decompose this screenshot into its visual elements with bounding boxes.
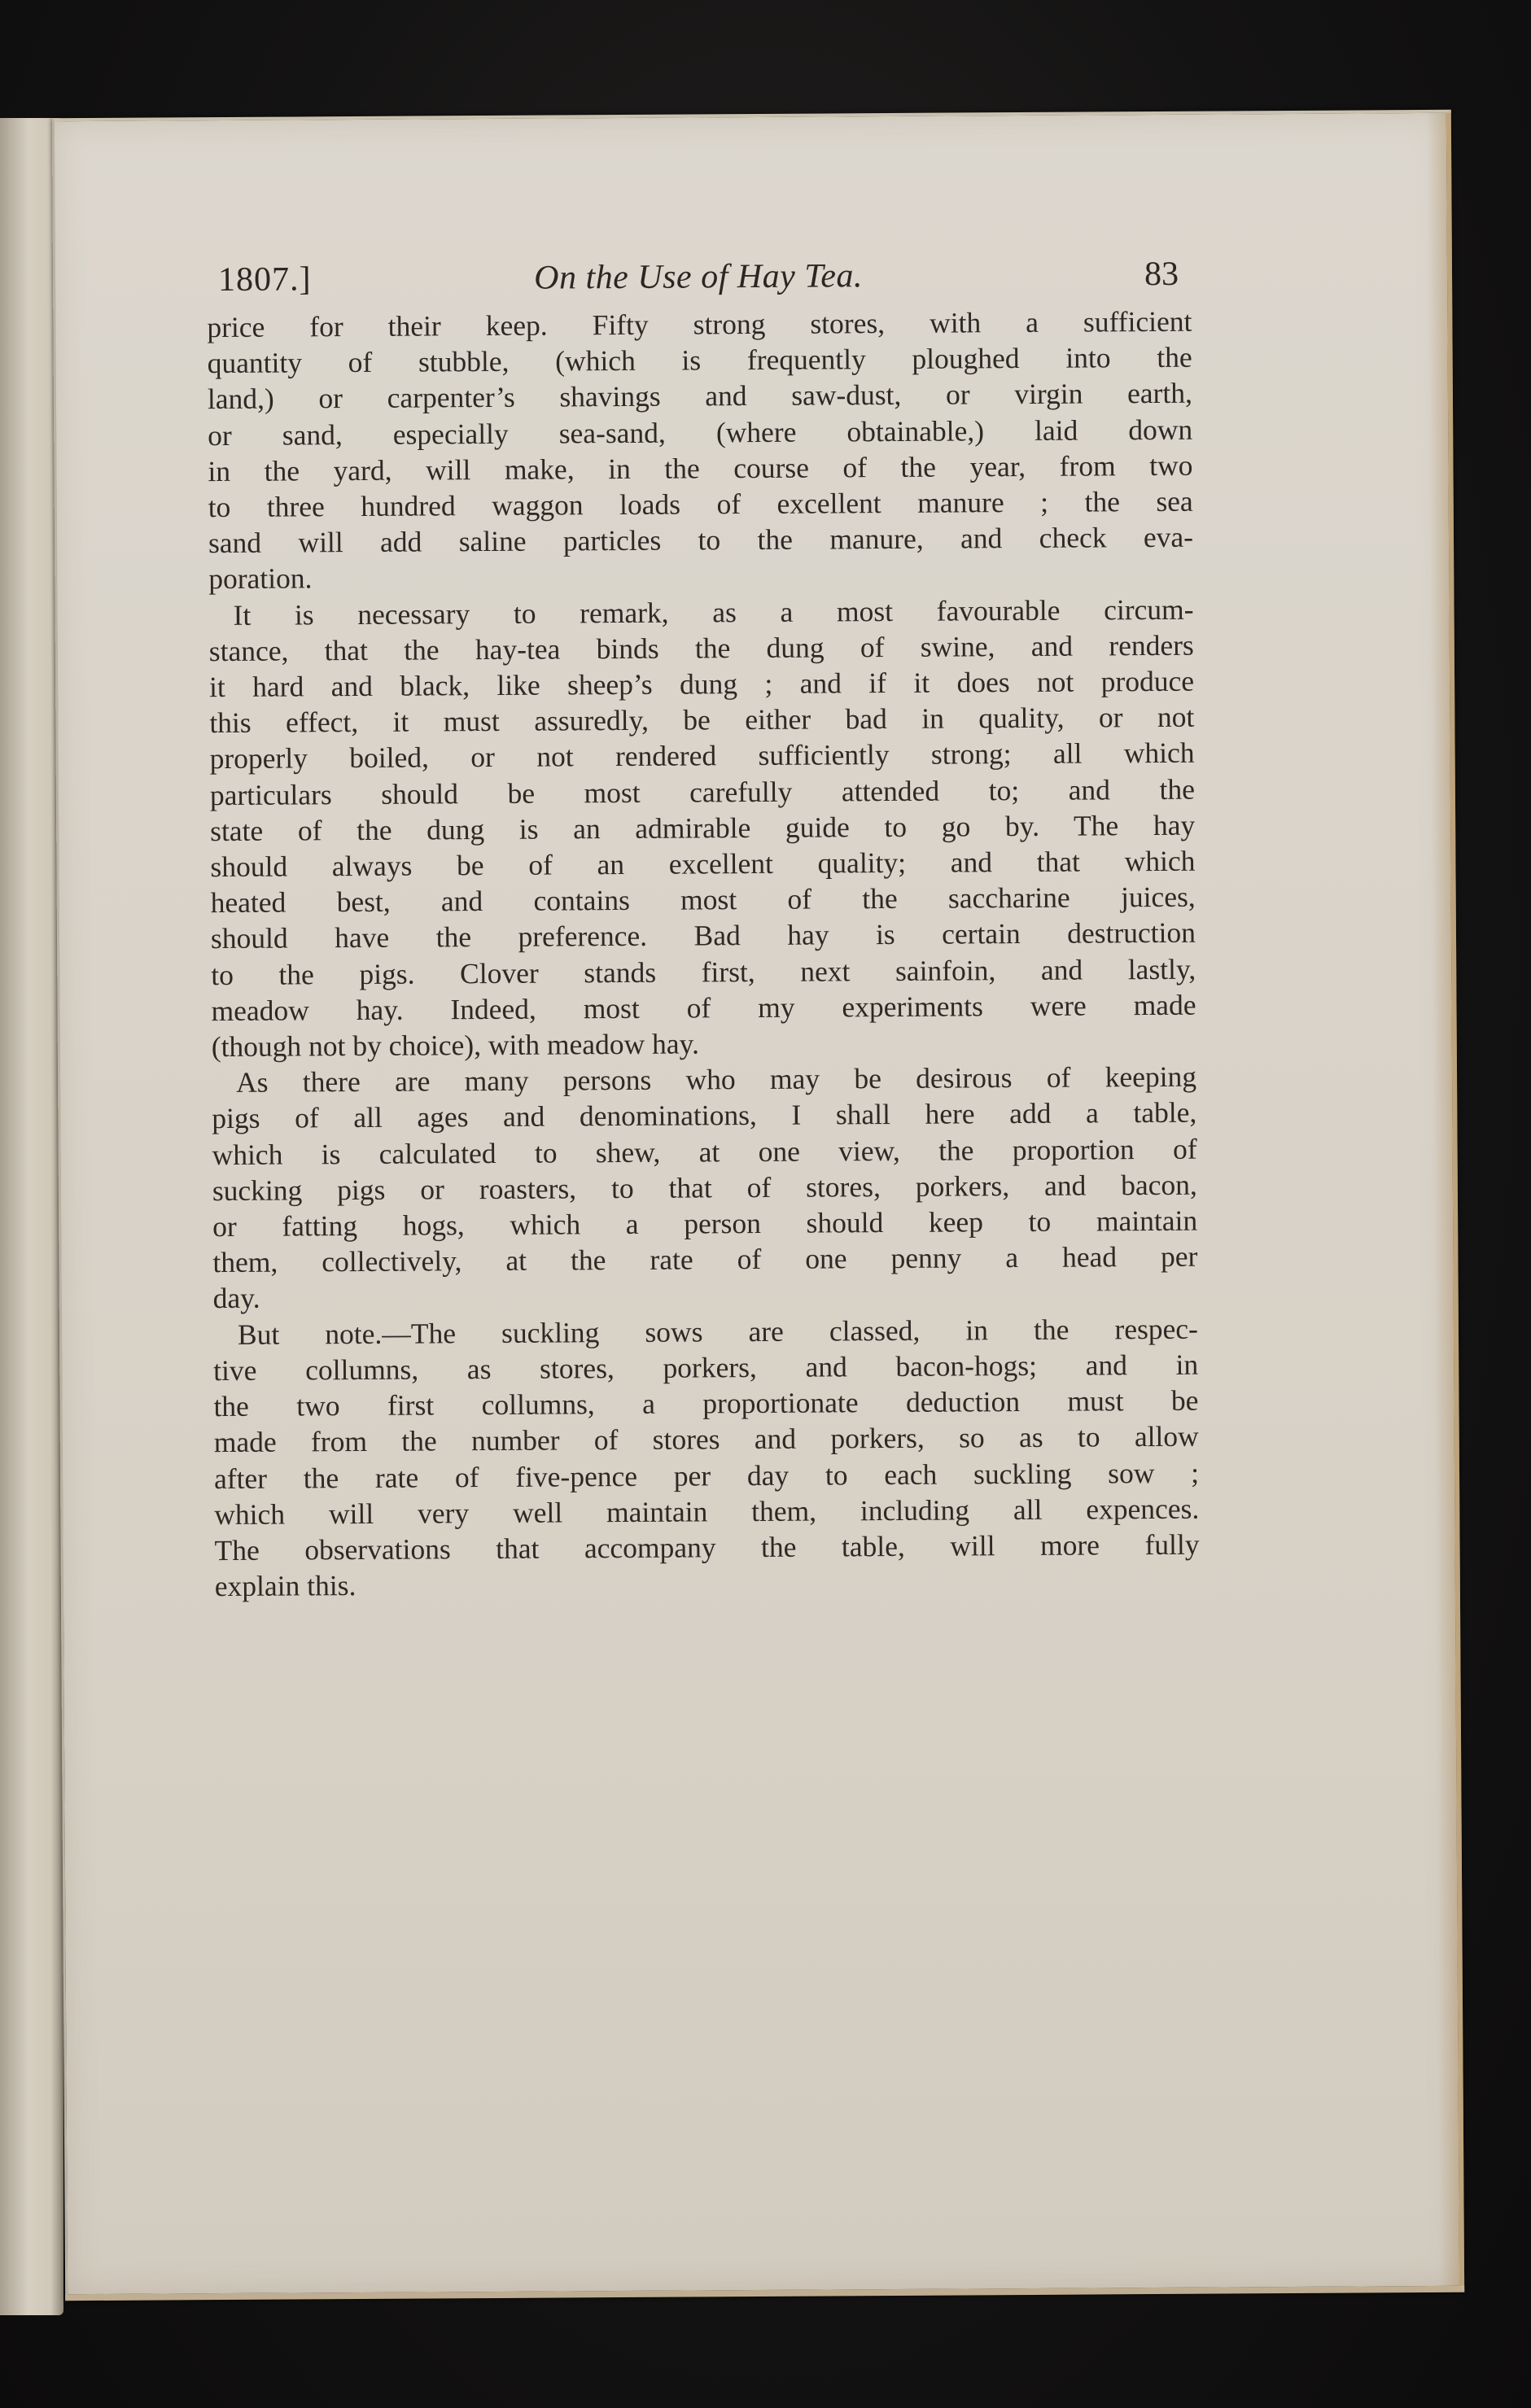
text-line: It is necessary to remark, as a most favourable circum- [233, 592, 1194, 631]
running-head-title: On the Use of Hay Tea. [534, 257, 864, 297]
text-line: state of the dung is an admirable guide to go by. The hay [210, 808, 1196, 847]
text-line: to the pigs. Clover stands first, next sainfoin, and lastly, [211, 952, 1196, 991]
text-line: quantity of stubble, (which is frequently ploughed into the [207, 340, 1192, 380]
text-line: after the rate of five-pence per day to each suckling sow ; [213, 1456, 1200, 1495]
text-line: stance, that the hay-tea binds the dung of swine, and renders [208, 628, 1194, 667]
text-line: which is calculated to shew, at one view, the proportion of [212, 1132, 1197, 1171]
text-line: in the yard, will make, in the course of the year, from two [208, 448, 1193, 487]
body-text [207, 304, 1200, 1605]
text-line: meadow hay. Indeed, most of my experiments were made [211, 988, 1196, 1027]
text-line: the two first collumns, a proportionate deduction must be [213, 1383, 1199, 1423]
text-line: should always be of an excellent quality; and that which [210, 844, 1196, 884]
paragraph-1 [207, 304, 1193, 597]
running-head-year: 1807.] [217, 260, 312, 299]
text-line: to three hundred waggon loads of excellent manure ; the sea [208, 484, 1193, 524]
text-line: or sand, especially sea-sand, (where obtainable,) laid down [208, 413, 1193, 452]
text-line: The observations that accompany the table, will more fully [214, 1527, 1200, 1567]
text-line: made from the number of stores and porkers, so as to allow [213, 1419, 1199, 1459]
text-line: particulars should be most carefully attended to; and the [209, 772, 1196, 811]
running-head [218, 255, 1179, 309]
text-line: which will very well maintain them, including all expences. [214, 1492, 1200, 1531]
book-page [52, 110, 1464, 2301]
paragraph-2 [208, 591, 1196, 1064]
page-number: 83 [1144, 255, 1179, 294]
text-line: heated best, and contains most of the saccharine juices, [210, 880, 1196, 920]
text-line: them, collectively, at the rate of one penny a head per [212, 1239, 1198, 1279]
paragraph-3 [212, 1059, 1198, 1317]
paragraph-4 [213, 1310, 1200, 1604]
text-line: land,) or carpenter’s shavings and saw-dust, or virgin earth, [207, 377, 1193, 416]
text-line: tive collumns, as stores, porkers, and bacon-hogs; and in [213, 1348, 1199, 1387]
text-line: poration. [208, 562, 313, 596]
text-line: day. [212, 1282, 260, 1315]
text-line: sand will add saline particles to the manure, and check eva- [208, 520, 1194, 560]
text-line: As there are many persons who may be desirous of keeping [235, 1060, 1197, 1099]
text-line: or fatting hogs, which a person should keep to maintain [212, 1204, 1198, 1243]
text-line: pigs of all ages and denominations, I shall here add a table, [212, 1096, 1197, 1135]
text-line: sucking pigs or roasters, to that of stores, porkers, and bacon, [212, 1168, 1197, 1207]
text-line: explain this. [214, 1569, 357, 1603]
text-line: it hard and black, like sheep’s dung ; and if it does not produce [208, 664, 1195, 704]
text-line: should have the preference. Bad hay is certain destruction [210, 916, 1196, 955]
text-line: (though not by choice), with meadow hay. [211, 1027, 700, 1064]
text-line: properly boiled, or not rendered sufficiently strong; all which [209, 736, 1195, 776]
text-line: price for their keep. Fifty strong stores, with a sufficient [207, 304, 1192, 344]
text-line: But note.—The suckling sows are classed, in the respec- [237, 1312, 1199, 1351]
text-line: this effect, it must assuredly, be either bad in quality, or not [209, 700, 1195, 740]
